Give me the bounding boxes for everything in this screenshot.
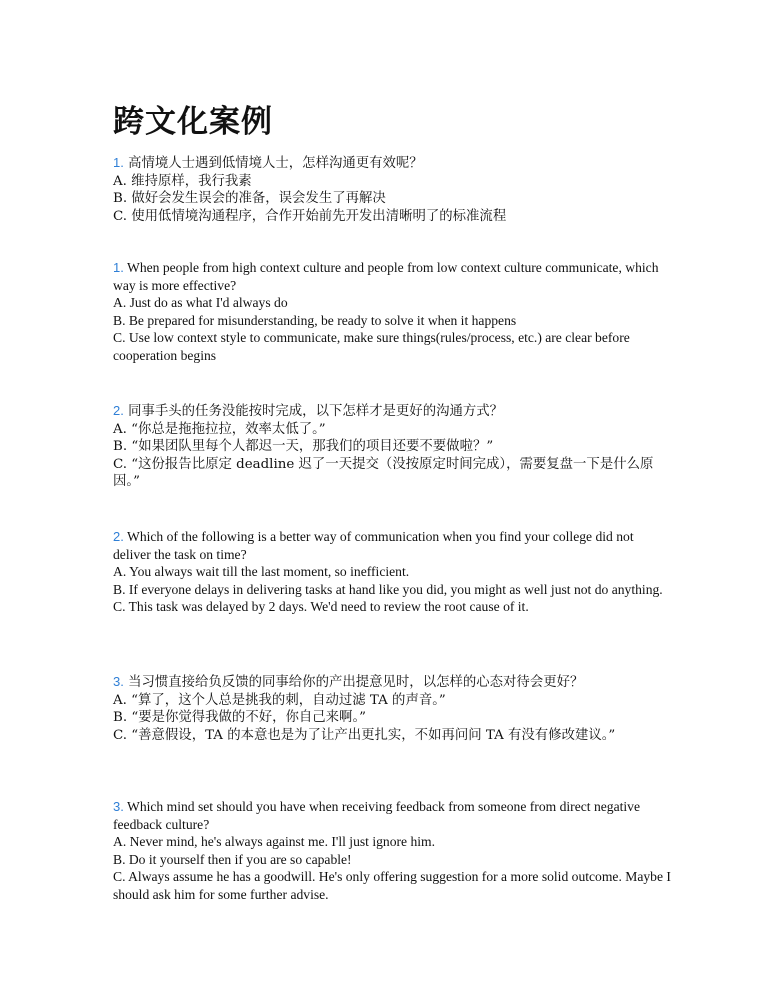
option-c: C. 使用低情境沟通程序，合作开始前先开发出清晰明了的标准流程	[113, 208, 507, 224]
question-number: 3.	[113, 674, 124, 689]
option-b: B. “如果团队里每个人都迟一天，那我们的项目还要不要做啦？”	[113, 439, 494, 455]
option-a: A. Just do as what I'd always do	[113, 295, 288, 311]
question-2-zh	[113, 402, 673, 491]
option-c: C. “这份报告比原定 deadline 迟了一天提交（没按原定时间完成），需要复盘一下是什么原因。”	[113, 456, 654, 490]
option-b: B. Do it yourself then if you are so capable!	[113, 851, 352, 867]
question-2-en	[113, 528, 673, 616]
question-text: Which of the following is a better way of communication when you find your college did not deliver the task on time?	[113, 529, 634, 562]
page-title: 跨文化案例	[113, 104, 273, 140]
question-text: Which mind set should you have when receiving feedback from someone from direct negative feedback culture?	[113, 799, 640, 832]
option-c: C. This task was delayed by 2 days. We'd need to review the root cause of it.	[113, 599, 529, 615]
question-text: 同事手头的任务没能按时完成，以下怎样才是更好的沟通方式？	[123, 404, 504, 419]
question-text: When people from high context culture and people from low context culture communicate, which way is more effective?	[113, 260, 659, 293]
option-b: B. “要是你觉得我做的不好，你自己来啊。”	[113, 710, 366, 726]
option-c: C. Always assume he has a goodwill. He's only offering suggestion for a more solid outcome. Maybe I should ask him for some further advise.	[113, 869, 671, 902]
question-prompt	[113, 798, 673, 833]
option-a: A. You always wait till the last moment, so inefficient.	[113, 564, 410, 580]
option-c: C. Use low context style to communicate, make sure things(rules/process, etc.) are clear before cooperation begins	[113, 330, 630, 363]
option-a: A. “你总是拖拖拉拉，效率太低了。”	[113, 421, 326, 437]
question-number: 2.	[113, 403, 124, 418]
option-c: C. “善意假设，TA 的本意也是为了让产出更扎实，不如再问问 TA 有没有修改建议。”	[113, 727, 616, 743]
option-b: B. If everyone delays in delivering tasks at hand like you did, you might as well just not do anything.	[113, 581, 663, 597]
question-number: 2.	[113, 529, 124, 544]
option-a: A. “算了，这个人总是挑我的刺，自动过滤 TA 的声音。”	[113, 692, 446, 708]
option-b: B. Be prepared for misunderstanding, be ready to solve it when it happens	[113, 312, 517, 328]
option-b: B. 做好会发生误会的准备，误会发生了再解决	[113, 191, 386, 207]
question-number: 1.	[113, 260, 124, 275]
question-3-en	[113, 798, 673, 904]
question-text: 高情境人士遇到低情境人士，怎样沟通更有效呢？	[123, 156, 423, 171]
question-prompt	[113, 154, 673, 173]
option-a: A. Never mind, he's always against me. I'll just ignore him.	[113, 834, 436, 850]
question-number: 3.	[113, 799, 124, 814]
question-1-en	[113, 259, 673, 365]
question-3-zh	[113, 673, 673, 744]
question-prompt	[113, 673, 673, 692]
question-prompt	[113, 402, 673, 421]
question-prompt	[113, 528, 673, 563]
question-number: 1.	[113, 155, 124, 170]
question-prompt	[113, 259, 673, 294]
option-a: A. 维持原样，我行我素	[113, 173, 252, 189]
question-text: 当习惯直接给负反馈的同事给你的产出提意见时，以怎样的心态对待会更好？	[123, 675, 584, 690]
question-1-zh	[113, 154, 673, 225]
